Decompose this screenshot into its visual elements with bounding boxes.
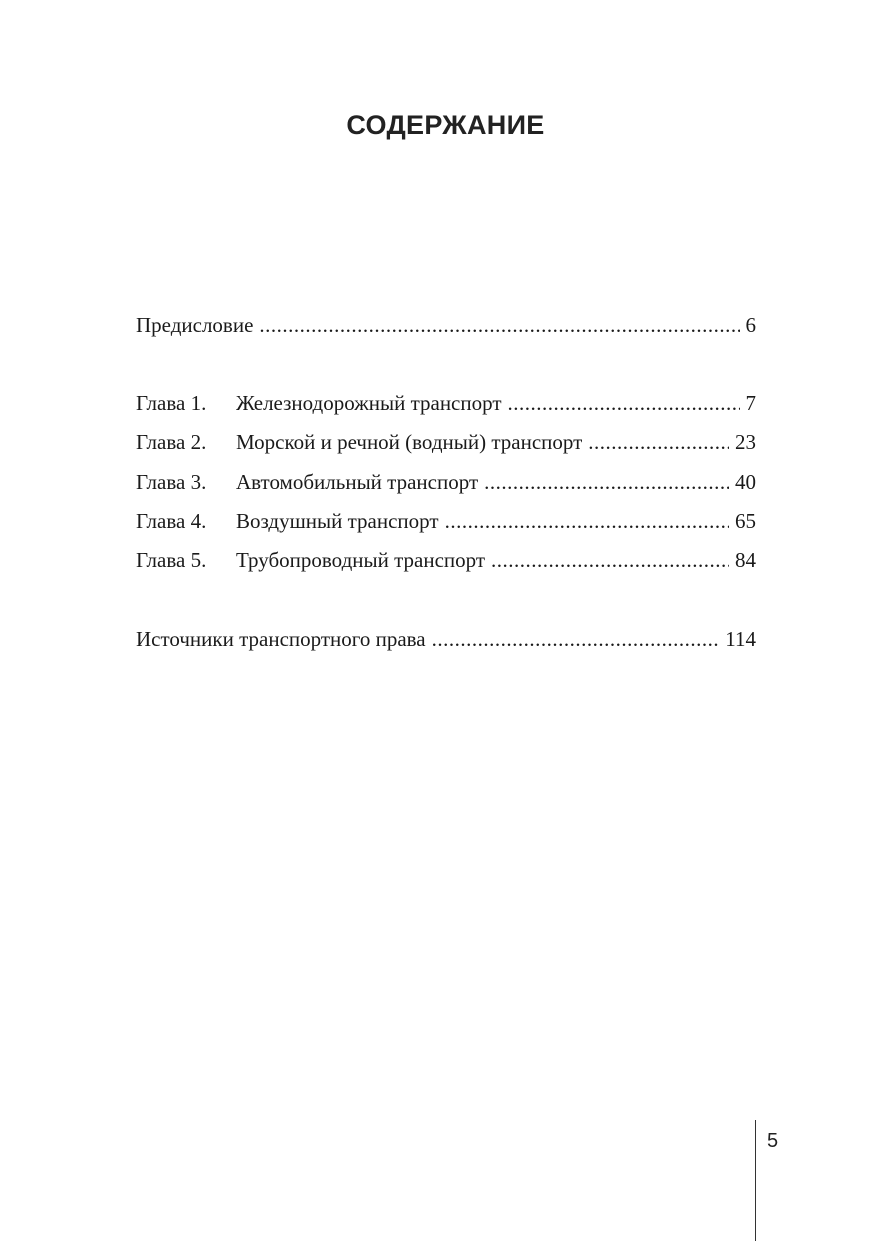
page-number: 5 bbox=[767, 1130, 779, 1152]
dot-leader bbox=[491, 548, 729, 573]
toc-entry-page: 84 bbox=[735, 548, 756, 572]
toc-entry-chapter-3[interactable] bbox=[136, 470, 756, 500]
toc-entry-page: 6 bbox=[745, 313, 756, 337]
toc-entry-page: 65 bbox=[735, 509, 756, 533]
toc-entry-title: Железнодорожный транспорт bbox=[236, 391, 502, 415]
toc-chapter-number: Глава 5. bbox=[136, 548, 207, 572]
toc-entry-chapter-2[interactable] bbox=[136, 430, 756, 460]
toc-entry-title: Трубопроводный транспорт bbox=[236, 548, 486, 572]
toc-entry-title: Воздушный транспорт bbox=[236, 509, 439, 533]
toc-entry-title: Морской и речной (водный) транспорт bbox=[236, 430, 583, 454]
page-title: СОДЕРЖАНИЕ bbox=[346, 110, 545, 140]
dot-leader bbox=[259, 313, 739, 338]
dot-leader bbox=[508, 391, 740, 416]
toc-entry-title: Источники транспортного права bbox=[136, 627, 426, 651]
toc-entry-chapter-5[interactable] bbox=[136, 548, 756, 578]
dot-leader bbox=[432, 627, 720, 652]
margin-rule bbox=[755, 1120, 756, 1241]
toc-entry-chapter-4[interactable] bbox=[136, 509, 756, 539]
toc-entry-page: 40 bbox=[735, 470, 756, 494]
toc-entry-page: 7 bbox=[745, 391, 756, 415]
toc-entry-chapter-1[interactable] bbox=[136, 391, 756, 421]
toc-entry-sources[interactable] bbox=[136, 627, 756, 657]
toc-chapter-number: Глава 2. bbox=[136, 430, 207, 454]
dot-leader bbox=[588, 430, 729, 455]
toc-entry-page: 114 bbox=[725, 627, 756, 651]
toc-entry-title: Предисловие bbox=[136, 313, 254, 337]
toc-entry-page: 23 bbox=[735, 430, 756, 454]
toc-chapter-number: Глава 1. bbox=[136, 391, 207, 415]
dot-leader bbox=[484, 470, 729, 495]
toc-entry-preface[interactable] bbox=[136, 313, 756, 343]
toc-chapter-number: Глава 3. bbox=[136, 470, 207, 494]
toc-entry-title: Автомобильный транспорт bbox=[236, 470, 479, 494]
toc-chapter-number: Глава 4. bbox=[136, 509, 207, 533]
dot-leader bbox=[445, 509, 729, 534]
